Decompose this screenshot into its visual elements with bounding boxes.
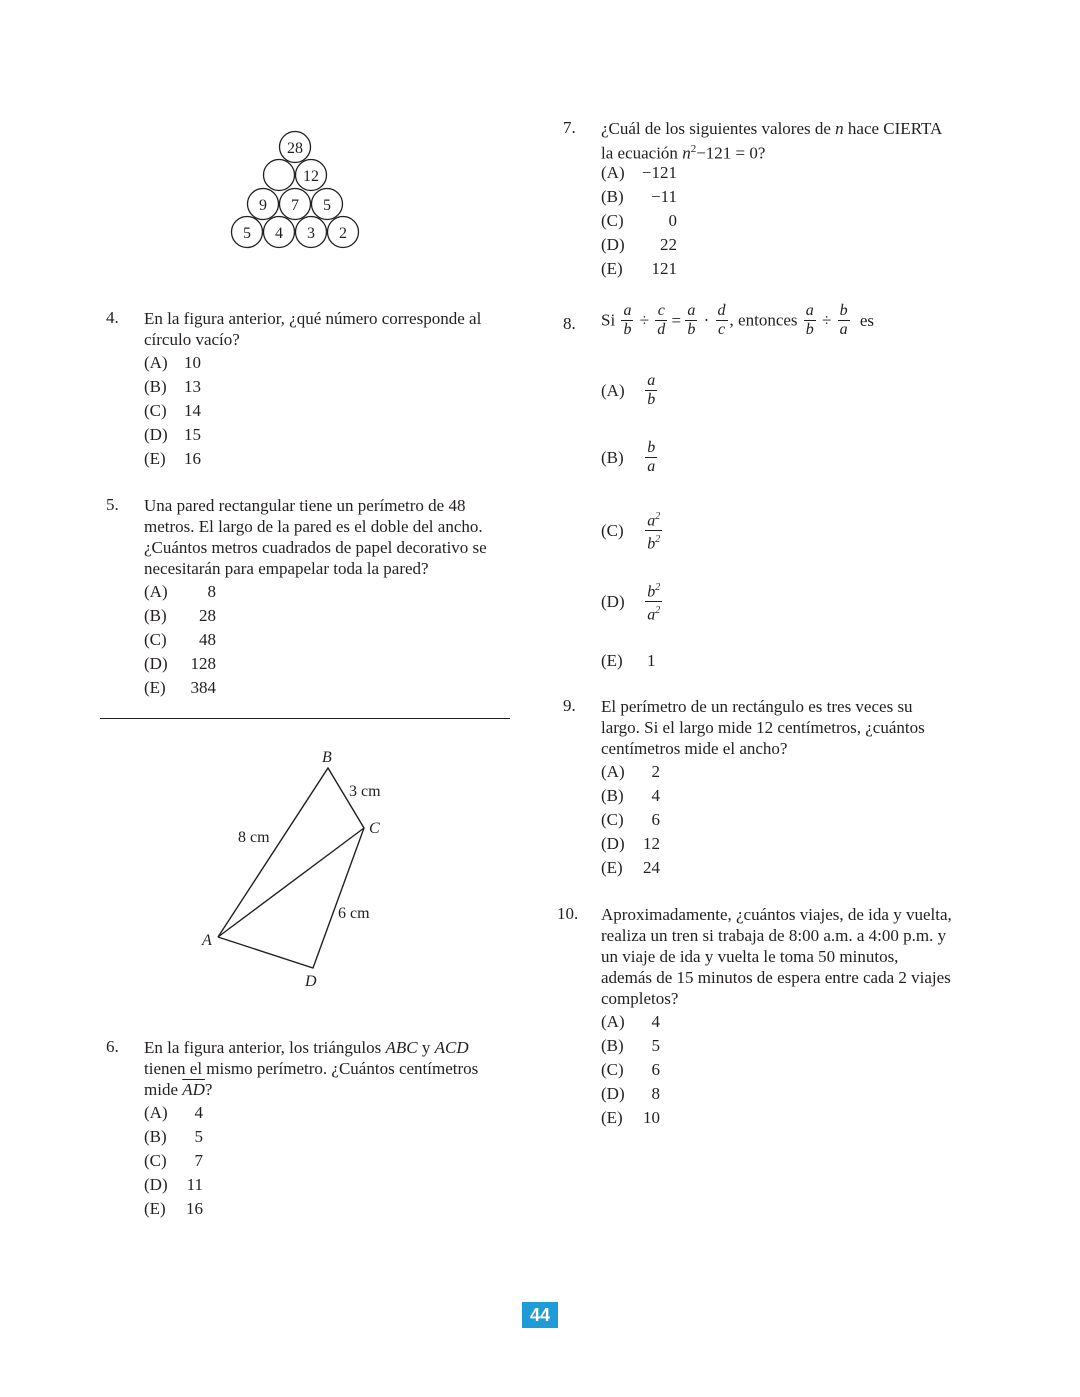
vertex-label-c: C bbox=[369, 820, 380, 837]
answer-option: (E) 16 bbox=[144, 1199, 203, 1218]
question-equation: Si $\frac{a}{b}$ ÷ $\frac{c}{d}$ = $\frac{a}{b}$ · $\frac{d}{c}$ , entonces $\frac{a}{b}$ ÷ $\frac{b}{a}$ es bbox=[601, 302, 875, 338]
question-number: 4. bbox=[106, 308, 119, 327]
answer-option: (D) 8 bbox=[601, 1084, 660, 1103]
page-number-badge: 44 bbox=[522, 1302, 558, 1328]
question-text bbox=[144, 495, 487, 579]
answer-option: (B) $\frac{b}{a}$ bbox=[601, 439, 656, 475]
answer-option: (E) 24 bbox=[601, 858, 660, 877]
fraction: $\frac{a}{b}$ bbox=[687, 302, 696, 338]
answer-option: (E) 121 bbox=[601, 259, 677, 278]
answer-option: (A) 4 bbox=[601, 1012, 660, 1031]
question-line: tienen el mismo perímetro. ¿Cuántos centímetros bbox=[144, 1059, 479, 1078]
triangle-name: ABC bbox=[385, 1038, 418, 1057]
question-number: 8. bbox=[563, 314, 576, 333]
answer-option: (C) 48 bbox=[144, 630, 216, 649]
answer-option: (D) $\frac{b^2}{a^2}$ bbox=[601, 579, 664, 625]
circle-number: 4 bbox=[275, 225, 283, 242]
answer-option: (C) $\frac{a^2}{b^2}$ bbox=[601, 508, 664, 554]
answer-options bbox=[144, 351, 201, 471]
answer-options bbox=[144, 1101, 203, 1221]
circle-number: 28 bbox=[287, 140, 303, 157]
question-line: metros. El largo de la pared es el doble del ancho. bbox=[144, 517, 483, 536]
circle-number: 5 bbox=[243, 225, 251, 242]
fraction: $\frac{a}{b}$ bbox=[647, 372, 656, 408]
question-text bbox=[601, 118, 942, 164]
answer-option: (E) 1 bbox=[601, 651, 656, 670]
answer-option: (E) 10 bbox=[601, 1108, 660, 1127]
question-line: realiza un tren si trabaja de 8:00 a.m. a 4:00 p.m. y bbox=[601, 926, 947, 945]
question-line: Aproximadamente, ¿cuántos viajes, de ida y vuelta, bbox=[601, 905, 952, 924]
answer-option: (E) 16 bbox=[144, 449, 201, 468]
question-line: ¿Cuál de los siguientes valores de n hace CIERTA bbox=[601, 119, 943, 138]
vertex-label-d: D bbox=[305, 973, 317, 990]
answer-options bbox=[601, 1010, 660, 1130]
answer-option: (B) 5 bbox=[144, 1127, 203, 1146]
answer-options bbox=[601, 760, 660, 880]
answer-option: (B) 4 bbox=[601, 786, 660, 805]
answer-option: (D) 11 bbox=[144, 1175, 203, 1194]
answer-option: (A) 4 bbox=[144, 1103, 203, 1122]
answer-option: (B) −11 bbox=[601, 187, 677, 206]
question-number: 9. bbox=[563, 696, 576, 715]
question-number: 6. bbox=[106, 1037, 119, 1056]
triangle-name: ACD bbox=[434, 1038, 469, 1057]
answer-options bbox=[144, 580, 216, 700]
answer-option: (D) 22 bbox=[601, 235, 677, 254]
question-text bbox=[601, 904, 952, 1009]
question-line: círculo vacío? bbox=[144, 330, 240, 349]
question-line: En la figura anterior, ¿qué número corresponde al bbox=[144, 309, 482, 328]
answer-option: (C) 6 bbox=[601, 1060, 660, 1079]
answer-option: (A) 2 bbox=[601, 762, 660, 781]
fraction: $\frac{b^2}{a^2}$ bbox=[645, 579, 662, 625]
question-line: Una pared rectangular tiene un perímetro de 48 bbox=[144, 496, 466, 515]
question-line: ¿Cuántos metros cuadrados de papel decorativo se bbox=[144, 538, 487, 557]
question-line: mide $\overline{AD}$? bbox=[144, 1080, 213, 1099]
answer-option: (B) 13 bbox=[144, 377, 201, 396]
question-number: 7. bbox=[563, 118, 576, 137]
question-line: la ecuación $n^2-121 = 0$? bbox=[601, 143, 766, 163]
answer-option: (C) 6 bbox=[601, 810, 660, 829]
question-line: El perímetro de un rectángulo es tres veces su bbox=[601, 697, 913, 716]
circle-number: 3 bbox=[307, 225, 315, 242]
fraction: $\frac{b}{a}$ bbox=[647, 439, 656, 475]
segment-ad: $\overline{AD}$ bbox=[182, 1080, 205, 1099]
side-length-cd: 6 cm bbox=[338, 905, 370, 922]
fraction: $\frac{b}{a}$ bbox=[839, 302, 848, 338]
circle-number: 5 bbox=[323, 197, 331, 214]
answer-option: (E) 384 bbox=[144, 678, 216, 697]
answer-option: (A) 10 bbox=[144, 353, 201, 372]
answer-option: (B) 5 bbox=[601, 1036, 660, 1055]
answer-option: (C) 14 bbox=[144, 401, 201, 420]
answer-option: (A) 8 bbox=[144, 582, 216, 601]
question-number: 5. bbox=[106, 495, 119, 514]
question-line: En la figura anterior, los triángulos ABC y ACD bbox=[144, 1038, 469, 1057]
answer-option: (D) 128 bbox=[144, 654, 216, 673]
question-line: además de 15 minutos de espera entre cada 2 viajes bbox=[601, 968, 951, 987]
circle-pyramid-figure bbox=[220, 125, 370, 255]
fraction: $\frac{c}{d}$ bbox=[657, 302, 666, 338]
question-text bbox=[144, 308, 481, 350]
vertex-label-b: B bbox=[322, 749, 332, 766]
answer-option: (A) −121 bbox=[601, 163, 677, 182]
fraction: $\frac{a^2}{b^2}$ bbox=[645, 508, 662, 554]
question-text bbox=[601, 696, 925, 759]
question-line: completos? bbox=[601, 989, 679, 1008]
answer-option: (D) 15 bbox=[144, 425, 201, 444]
fraction: $\frac{a}{b}$ bbox=[623, 302, 632, 338]
section-divider bbox=[100, 718, 510, 719]
question-line: necesitarán para empapelar toda la pared? bbox=[144, 559, 429, 578]
equation: −121 = 0 bbox=[696, 143, 758, 163]
fraction: $\frac{d}{c}$ bbox=[717, 302, 726, 338]
side-length-bc: 3 cm bbox=[349, 783, 381, 800]
question-line: centímetros mide el ancho? bbox=[601, 739, 788, 758]
circle-number: 12 bbox=[303, 168, 319, 185]
answer-option: (D) 12 bbox=[601, 834, 660, 853]
side-length-ab: 8 cm bbox=[238, 829, 270, 846]
circle-number: 2 bbox=[339, 225, 347, 242]
answer-options bbox=[601, 161, 677, 281]
question-number: 10. bbox=[557, 904, 579, 923]
circle-number: 7 bbox=[291, 197, 299, 214]
triangle-figure bbox=[190, 740, 420, 1000]
fraction: $\frac{a}{b}$ bbox=[805, 302, 814, 338]
answer-option: (A) $\frac{a}{b}$ bbox=[601, 372, 656, 408]
answer-option: (C) 0 bbox=[601, 211, 677, 230]
answer-option: (C) 7 bbox=[144, 1151, 203, 1170]
vertex-label-a: A bbox=[202, 932, 212, 949]
circle-number: 9 bbox=[259, 197, 267, 214]
question-text bbox=[144, 1037, 478, 1100]
question-line: un viaje de ida y vuelta le toma 50 minutos, bbox=[601, 947, 899, 966]
question-line: largo. Si el largo mide 12 centímetros, ¿cuántos bbox=[601, 718, 925, 737]
answer-option: (B) 28 bbox=[144, 606, 216, 625]
